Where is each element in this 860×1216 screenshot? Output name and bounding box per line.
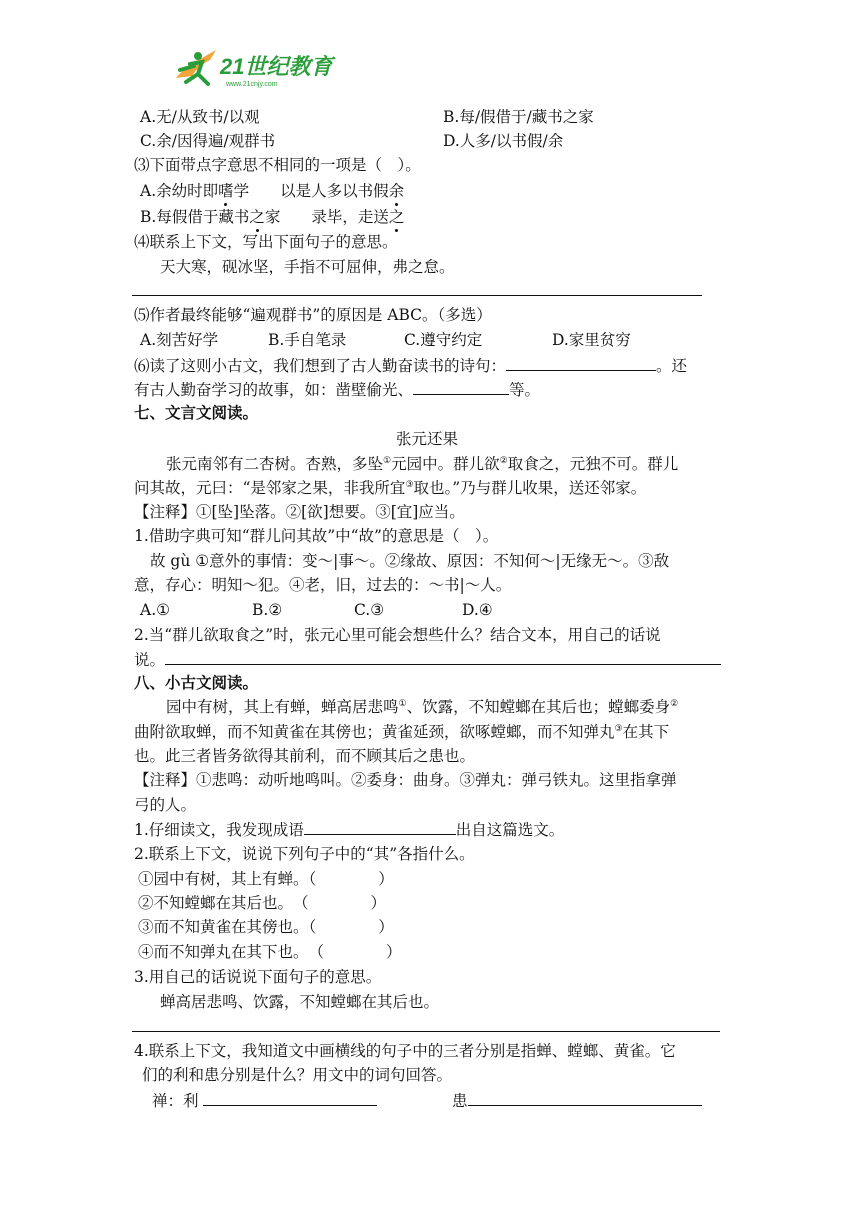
- sec8-note-mark-3: ③: [614, 724, 623, 734]
- q4-answer-line[interactable]: [132, 295, 702, 296]
- sec8-q2-item-2: ②不知螳螂在其后也。 （ ）: [138, 894, 387, 912]
- sec8-q4-line-1: 4.联系上下文，我知道文中画横线的句子中的三者分别是指蝉、螳螂、黄雀。它: [134, 1042, 676, 1060]
- q4-prompt: ⑷联系上下文，写出下面句子的意思。: [134, 233, 398, 251]
- site-logo: [168, 44, 338, 92]
- q6-line-2-pre: 有古人勤奋学习的故事，如：凿壁偷光、: [134, 381, 414, 399]
- section-7-heading: 七、文言文阅读。: [134, 403, 259, 422]
- sec8-p2b: 在其下: [622, 723, 670, 741]
- sec7-q1-option-b: B.②: [252, 601, 283, 619]
- sec8-passage-line-2: [134, 721, 669, 743]
- q5-option-b: B.手自笔录: [268, 331, 347, 349]
- sec8-q1: [134, 818, 564, 841]
- sec8-p1b: 、饮露，不知螳螂在其后也；螳螂委身: [406, 698, 671, 716]
- sec7-p1a: 张元南邻有二杏树。杏熟，多坠: [166, 455, 384, 473]
- sec7-p1b: 元园中。群儿欲: [391, 455, 500, 473]
- sec7-q1-prompt: 1.借助字典可知“群儿问其故”中“故”的意思是（ ）。: [134, 527, 499, 545]
- q2-option-d: D.人多/以书假/余: [443, 132, 564, 150]
- section-7-title: 张元还果: [396, 430, 459, 448]
- q3-a-dotted: 嗜: [218, 182, 234, 200]
- sec8-annotation-line-1: 【注释】①悲鸣：动听地鸣叫。②委身：曲身。③弹丸：弹弓铁丸。这里指拿弹: [134, 771, 677, 789]
- q2-option-c: C.余/因得遍/观群书: [140, 132, 276, 150]
- sec7-note-mark-3: ③: [405, 480, 414, 490]
- sec8-q1-post: 出自这篇选文。: [455, 821, 565, 839]
- q2-option-a: A.无/从致书/以观: [140, 108, 260, 126]
- sec8-q1-blank[interactable]: [304, 818, 456, 835]
- sec8-q4-benefit: [152, 1089, 377, 1112]
- q3-b-dotted-2: 之: [388, 208, 405, 226]
- sec7-passage-line-2: [134, 477, 646, 499]
- logo-url: www.21cnjy.com: [226, 81, 278, 88]
- sec7-q1-option-d: D.④: [462, 601, 493, 619]
- sec8-q4-harm-label: 患: [452, 1092, 468, 1110]
- sec7-q2-line-2: [134, 648, 721, 671]
- q3-prompt: ⑶下面带点字意思不相同的一项是（ ）。: [134, 156, 421, 174]
- sec7-p1c: 取食之，元独不可。群儿: [507, 455, 679, 473]
- sec8-q2-item-3: ③而不知黄雀在其傍也。（ ）: [138, 918, 394, 936]
- sec7-q1-option-a: A.①: [140, 601, 171, 619]
- q5-option-c: C.遵守约定: [404, 331, 483, 349]
- section-8-heading: 八、小古文阅读。: [134, 673, 259, 692]
- sec8-q4-line-2: 们的利和患分别是什么？用文中的词句回答。: [142, 1066, 453, 1084]
- sec7-dictionary-line-2: 意，存心：明知～犯。④老，旧，过去的：～书|～人。: [134, 576, 512, 594]
- sec7-q2-line-2-text: 说。: [134, 651, 166, 669]
- sec8-q3-sentence: 蝉高居悲鸣、饮露，不知螳螂在其后也。: [160, 993, 440, 1011]
- q6-blank-story[interactable]: [413, 378, 509, 395]
- sec7-dictionary-line-1: 故 gù ①意外的事情：变～|事～。②缘故、原因：不知何～|无缘无～。③敌: [150, 552, 670, 570]
- q2-option-b: B.每/假借于/藏书之家: [443, 108, 594, 126]
- sec8-q4-harm: [452, 1089, 702, 1112]
- q3-option-a: [140, 180, 404, 202]
- q6-line-1: [134, 354, 687, 377]
- q5-option-a: A.刻苦好学: [140, 331, 219, 349]
- q6-line-2-post: 等。: [509, 381, 541, 399]
- sec8-passage-line-3: 也。此三者皆务欲得其前利，而不顾其后之患也。: [134, 747, 476, 765]
- q3-a-post: 学 以是人多以书假: [233, 182, 389, 200]
- q3-a-pre: A.余幼时即: [140, 182, 219, 200]
- sec7-q1-option-c: C.③: [354, 601, 385, 619]
- sec7-annotation: 【注释】①[坠]坠落。②[欲]想要。③[宜]应当。: [134, 503, 465, 521]
- sec8-q4-benefit-blank[interactable]: [203, 1089, 377, 1106]
- sec7-passage-line-1: [166, 453, 678, 475]
- sec8-note-mark-1: ①: [398, 699, 407, 709]
- q3-b-post: 家 录毕，走送: [264, 208, 389, 226]
- q3-b-pre: B.每假借于藏书: [140, 208, 250, 226]
- q6-line-1-post: 。还: [656, 357, 688, 375]
- sec8-q2-item-1: ①园中有树，其上有蝉。（ ）: [138, 870, 394, 888]
- sec8-q3-answer-line[interactable]: [132, 1031, 720, 1032]
- q3-option-b: [140, 206, 404, 228]
- sec8-q1-pre: 1.仔细读文，我发现成语: [134, 821, 304, 839]
- q6-line-1-pre: ⑹读了这则小古文，我们想到了古人勤奋读书的诗句：: [134, 357, 507, 375]
- logo-text: 21世纪教育: [220, 54, 333, 79]
- sec8-q3-prompt: 3.用自己的话说说下面句子的意思。: [134, 968, 382, 986]
- sec8-p2a: 曲附欲取蝉，而不知黄雀在其傍也；黄雀延颈，欲啄螳螂，而不知弹丸: [134, 723, 615, 741]
- q3-b-dotted: 之: [249, 208, 265, 226]
- sec8-annotation-line-2: 弓的人。: [134, 796, 197, 814]
- q5-option-d: D.家里贫穷: [552, 331, 631, 349]
- sec7-p2b: 取也。”乃与群儿收果，送还邻家。: [413, 479, 647, 497]
- sec8-q2-prompt: 2.联系上下文，说说下列句子中的“其”各指什么。: [134, 845, 475, 863]
- sec7-note-mark-1: ①: [383, 456, 392, 466]
- q4-sentence: 天大寒，砚冰坚，手指不可屈伸，弗之怠。: [160, 258, 455, 276]
- sec7-p2a: 问其故，元曰：“是邻家之果，非我所宜: [134, 479, 406, 497]
- sec8-p1a: 园中有树，其上有蝉，蝉高居悲鸣: [166, 698, 399, 716]
- sec8-note-mark-2: ②: [670, 699, 679, 709]
- q6-blank-poem[interactable]: [506, 354, 656, 371]
- sec8-q2-item-4: ④而不知弹丸在其下也。 （ ）: [138, 943, 402, 961]
- sec7-q2-line-1: 2.当“群儿欲取食之”时，张元心里可能会想些什么？结合文本，用自己的话说: [134, 626, 661, 644]
- runner-logo-icon: [168, 44, 338, 92]
- q6-line-2: [134, 378, 540, 401]
- q5-prompt: ⑸作者最终能够“遍观群书”的原因是 ABC。（多选）: [134, 306, 492, 324]
- sec7-note-mark-2: ②: [499, 456, 508, 466]
- sec8-q4-harm-blank[interactable]: [468, 1089, 702, 1106]
- q3-a-dotted-2: 余: [388, 182, 405, 200]
- sec8-passage-line-1: [166, 696, 678, 718]
- sec7-q2-answer-line[interactable]: [165, 648, 721, 665]
- sec8-q4-benefit-label: 禅：利: [152, 1092, 199, 1110]
